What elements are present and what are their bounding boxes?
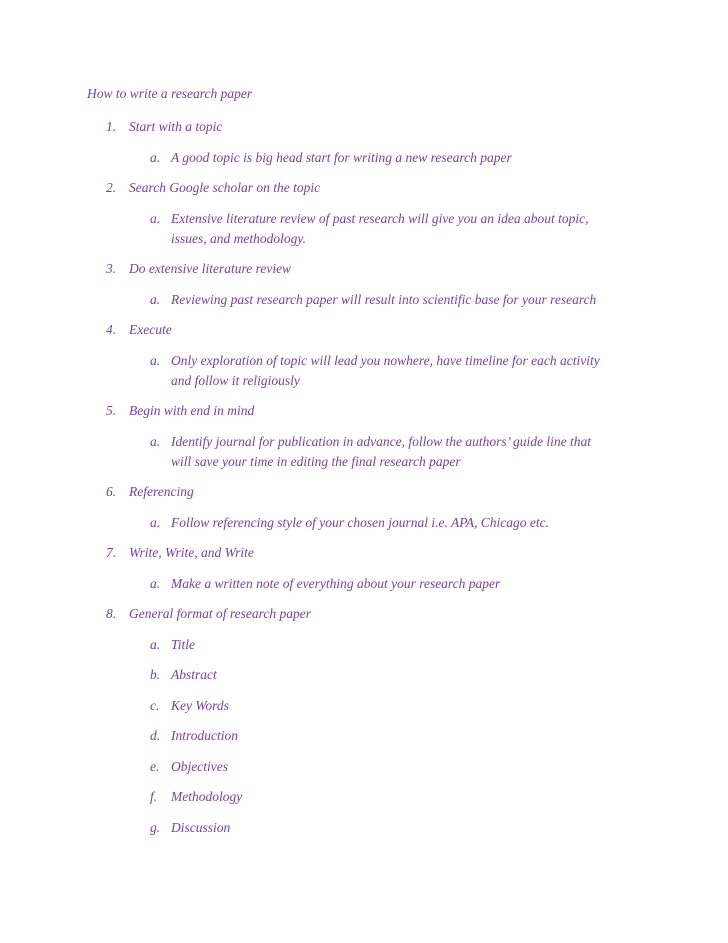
sub-item [0, 351, 728, 391]
sub-item-text: Extensive literature review of past research will give you an idea about topic, issues, and methodology. [171, 210, 589, 246]
list-item-2 [0, 178, 728, 249]
sub-item-text: Key Words [171, 697, 229, 713]
sub-item [0, 513, 728, 533]
sub-item-text: Make a written note of everything about your research paper [171, 575, 501, 591]
numbered-list [0, 117, 728, 848]
sub-item-letter: a. [150, 291, 161, 307]
sub-item-text: Discussion [171, 819, 231, 835]
sub-item-letter: g. [150, 819, 161, 835]
sub-item [0, 148, 728, 168]
list-item-number: 3. [106, 261, 117, 276]
list-item-number: 8. [106, 606, 117, 621]
sub-item [0, 635, 728, 655]
sub-item-text: A good topic is big head start for writing a new research paper [171, 149, 512, 165]
list-item-5 [0, 401, 728, 472]
sub-item [0, 818, 728, 838]
list-item-number: 2. [106, 180, 117, 195]
sub-item-letter: f. [150, 789, 158, 804]
list-item-text: Execute [129, 322, 172, 337]
sub-item-letter: a. [150, 433, 161, 449]
list-item-number: 7. [106, 545, 117, 560]
sub-item [0, 290, 728, 310]
list-item-text: Do extensive literature review [129, 261, 292, 276]
list-item-text: Referencing [129, 484, 194, 499]
sub-item-text: Follow referencing style of your chosen journal i.e. APA, Chicago etc. [171, 514, 549, 530]
sub-item-text: Title [171, 636, 196, 652]
list-item-text: General format of research paper [129, 606, 311, 621]
sub-item [0, 696, 728, 716]
sub-item-text: Only exploration of topic will lead you nowhere, have timeline for each activity and follow it religiously [171, 352, 600, 388]
sub-item-text: Identify journal for publication in advance, follow the authors’ guide line that will save your time in editing the final research paper [171, 433, 591, 469]
list-item-text: Write, Write, and Write [129, 545, 254, 560]
document-title: How to write a research paper [87, 86, 253, 101]
list-item-1 [0, 117, 728, 168]
list-item-number: 1. [106, 119, 117, 134]
sub-item [0, 726, 728, 746]
sub-item-letter: d. [150, 728, 161, 743]
sub-item [0, 209, 728, 249]
sub-item-letter: c. [150, 697, 160, 713]
list-item-text: Start with a topic [129, 119, 223, 134]
sub-item-text: Objectives [171, 758, 228, 774]
sub-item-letter: a. [150, 575, 161, 591]
sub-item-letter: a. [150, 352, 161, 368]
list-item-text: Begin with end in mind [129, 403, 255, 418]
sub-item [0, 574, 728, 594]
sub-item-text: Reviewing past research paper will result into scientific base for your research [171, 291, 597, 307]
list-item-number: 6. [106, 484, 117, 499]
sub-item [0, 432, 728, 472]
list-item-8 [0, 604, 728, 838]
sub-item-letter: e. [150, 758, 160, 774]
list-item-6 [0, 482, 728, 533]
sub-item [0, 665, 728, 685]
list-item-7 [0, 543, 728, 594]
sub-item-letter: a. [150, 514, 161, 530]
sub-item [0, 757, 728, 777]
sub-item-letter: a. [150, 210, 161, 226]
list-item-text: Search Google scholar on the topic [129, 180, 321, 195]
sub-item-text: Methodology [171, 789, 243, 804]
sub-item-letter: a. [150, 149, 161, 165]
list-item-3 [0, 259, 728, 310]
sub-item-text: Introduction [171, 728, 238, 743]
list-item-number: 4. [106, 322, 117, 337]
sub-item-letter: b. [150, 667, 161, 682]
list-item-4 [0, 320, 728, 391]
list-item-number: 5. [106, 403, 117, 418]
sub-item-letter: a. [150, 636, 161, 652]
sub-item-text: Abstract [171, 667, 217, 682]
sub-item [0, 787, 728, 807]
